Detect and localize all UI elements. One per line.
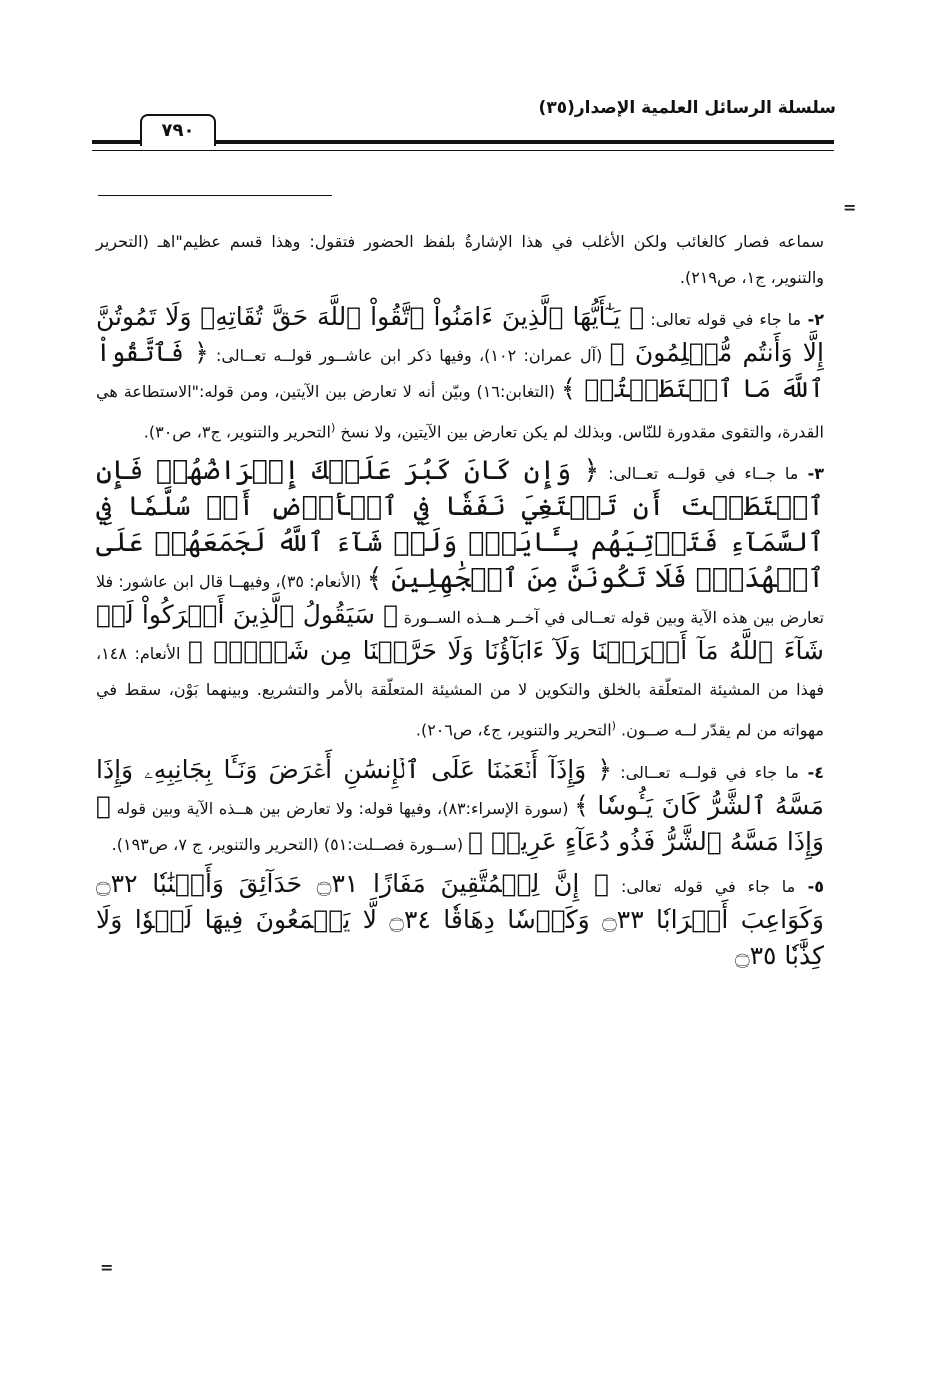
page-body	[96, 224, 824, 983]
verse-reference: (سورة الإسراء:٨٣)، وفيها قوله: ولا تعارض بين هــذه الآية وبين قوله	[111, 798, 569, 818]
margin-mark-bottom: =	[100, 1258, 114, 1277]
page-number: ٧٩٠	[140, 114, 216, 146]
citation: (ســورة فصــلت:٥١) (التحرير والتنوير، ج ٧، ص١٩٣).	[111, 834, 464, 854]
item-intro: ما جــاء في قولــه تعــالى:	[608, 464, 799, 484]
item-intro: ما جاء في قوله تعالى:	[644, 310, 802, 329]
paragraph-item-3	[96, 456, 824, 748]
quran-verse-secondary: ﴿ فَٱتَّقُواْ ٱللَّهَ مَا ٱسۡتَطَعۡتُمۡ ﴾	[96, 338, 824, 403]
paragraph-text: سماعه فصار كالغائب ولكن الأغلب في هذا الإشارةُ بلفظ الحضور فتقول: وهذا قسم عظيم"اهـ (التحرير والتنوير، ج١، ص٢١٩).	[96, 232, 824, 287]
header-rule-thin	[92, 150, 834, 151]
commentary-text: (التغابن:١٦) وبيّن أنه لا تعارض بين الآيتين، ومن قوله:"الاستطاعة هي القدرة، والتقوى مقدورة للنّاس. وبذلك لم يكن تعارض بين الآيتين، ولا نسخ	[96, 382, 824, 442]
citation: التحرير والتنوير، ج٣، ص٣٠).	[143, 422, 331, 442]
footnote-marker: (	[330, 421, 336, 434]
footnote-marker: (	[611, 719, 616, 733]
paragraph-item-5	[96, 869, 824, 977]
margin-mark-top: =	[843, 198, 857, 217]
footnote-separator	[98, 195, 332, 196]
item-number: ٢-	[801, 310, 824, 329]
item-intro: ما جاء في قوله تعالى:	[609, 876, 796, 896]
item-number: ٤-	[798, 762, 824, 782]
series-title: سلسلة الرسائل العلمية الإصدار(٣٥)	[538, 98, 836, 118]
paragraph-item-4	[96, 755, 824, 863]
item-number: ٣-	[798, 464, 825, 484]
quran-verse-secondary: ﴿ وَإِذَا مَسَّهُ ٱلشَّرُّ فَذُو دُعَآءٍ عَرِيضٖ ﴾	[96, 790, 824, 856]
page-header	[0, 0, 948, 160]
quran-verse: ﴿ وَإِذَآ أَنۡعَمۡنَا عَلَى ٱلۡإِنسَٰنِ أَعۡرَضَ وَنَـَٔا بِجَانِبِهِۦ وَإِذَا مَسَّهُ ٱلشَّرُّ كَانَ يَـُٔوسٗا ﴾	[96, 754, 824, 820]
quran-verse: ﴿ إِنَّ لِلۡمُتَّقِينَ مَفَازًا ۝٣١ حَدَآئِقَ وَأَعۡنَٰبٗا ۝٣٢ وَكَوَاعِبَ أَتۡرَابٗا ۝٣٣ وَكَأۡسٗا دِهَاقٗا ۝٣٤ لَّا يَسۡمَعُونَ فِيهَا لَغۡوٗا وَلَا كِذَّٰبٗا ۝٣٥	[96, 868, 824, 970]
item-intro: ما جاء في قولــه تعــالى:	[612, 762, 799, 782]
quran-verse-secondary: ﴿ سَيَقُولُ ٱلَّذِينَ أَشۡرَكُواْ لَوۡ شَآءَ ٱللَّهُ مَآ أَشۡرَكۡنَا وَلَآ ءَابَآؤُنَا وَلَا حَرَّمۡنَا مِن شَيۡءٖۚ ﴾	[96, 600, 825, 666]
verse-reference: (الأنعام: ٣٥)، وفيهــا قال ابن عاشور: فلا تعارض بين هذه الآية وبين قوله تعــالى في آخــر هــذه الســورة	[96, 572, 824, 628]
commentary-text: الأنعام: ١٤٨، فهذا من المشيئة المتعلّقة بالخلق والتكوين لا من المشيئة المتعلّقة بالأمر والتشريع. وبينهما بَوْن، سقط في مهواته من لم يقدّر لــه صــون.	[96, 644, 824, 740]
paragraph-continuation	[96, 224, 824, 296]
verse-reference: (آل عمران: ١٠٢)، وفيها ذكر ابن عاشــور قولــه تعــالى:	[208, 346, 603, 365]
quran-verse: ﴿ يَـٰٓأَيُّهَا ٱلَّذِينَ ءَامَنُواْ ٱتَّقُواْ ٱللَّهَ حَقَّ تُقَاتِهِۦ وَلَا تَمُوتُنَّ إِلَّا وَأَنتُم مُّسۡلِمُونَ ﴾	[96, 302, 824, 367]
paragraph-item-2	[96, 302, 824, 450]
citation: التحرير والتنوير، ج٤، ص٢٠٦).	[415, 720, 612, 740]
quran-verse: ﴿ وَإِن كَانَ كَبُرَ عَلَيۡكَ إِعۡرَاضُهُمۡ فَإِنِ ٱسۡتَطَعۡتَ أَن تَبۡتَغِيَ نَفَقٗا فِي ٱلۡأَرۡضِ أَوۡ سُلَّمٗا فِي ٱلسَّمَآءِ فَتَأۡتِيَهُم بِـَٔايَةٖۚ وَلَوۡ شَآءَ ٱللَّهُ لَجَمَعَهُمۡ عَلَى ٱلۡهُدَىٰۚ فَلَا تَكُونَنَّ مِنَ ٱلۡجَٰهِلِينَ ﴾	[96, 455, 825, 595]
item-number: ٥-	[795, 876, 824, 896]
